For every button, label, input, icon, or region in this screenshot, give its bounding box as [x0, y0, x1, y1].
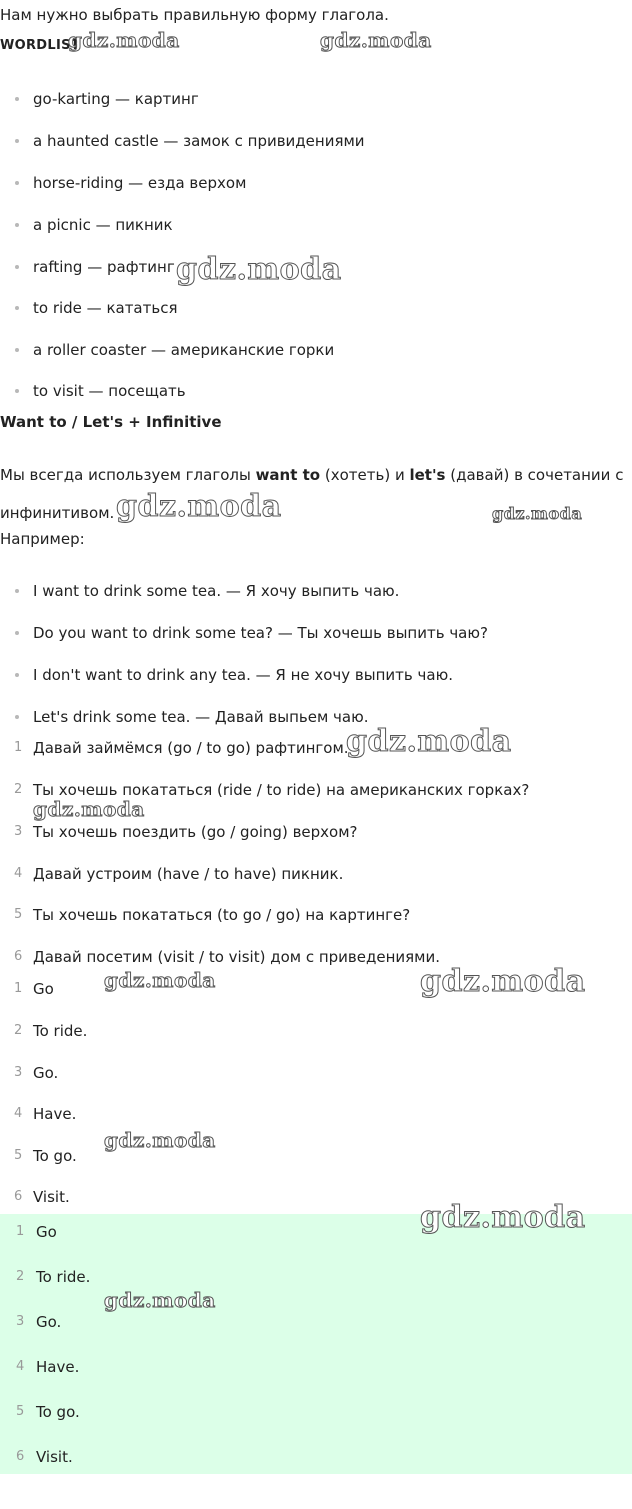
task-text: Давай займёмся (go / to go) рафтингом.: [33, 739, 349, 757]
watermark: gdz.moda: [116, 489, 282, 524]
example-label: Например:: [0, 530, 85, 548]
bullet-icon: [15, 348, 19, 352]
item-number: 3: [14, 824, 23, 839]
list-item-text: to visit — посещать: [33, 382, 186, 400]
bullet-icon: [15, 223, 19, 227]
item-number: 4: [16, 1359, 25, 1374]
list-item-text: a roller coaster — американские горки: [33, 341, 335, 359]
rule-text: (давай) в сочетании с инфинитивом.: [0, 466, 624, 522]
answer-text: Visit.: [36, 1448, 73, 1466]
item-number: 2: [16, 1269, 25, 1284]
item-number: 4: [14, 1106, 23, 1121]
watermark: gdz.moda: [104, 1288, 216, 1312]
watermark: gdz.moda: [346, 724, 512, 759]
intro-text: Нам нужно выбрать правильную форму глагола.: [0, 6, 389, 24]
list-item-text: I don't want to drink any tea. — Я не хочу выпить чаю.: [33, 666, 453, 684]
answer-text: Have.: [33, 1105, 77, 1123]
list-item-text: a haunted castle — замок с привидениями: [33, 132, 365, 150]
item-number: 6: [16, 1449, 25, 1464]
watermark: gdz.moda: [68, 28, 180, 52]
watermark: gdz.moda: [420, 1200, 586, 1235]
task-text: Ты хочешь поездить (go / going) верхом?: [33, 823, 358, 841]
rule-keyword: let's: [409, 466, 446, 484]
watermark: gdz.moda: [320, 28, 432, 52]
bullet-icon: [15, 631, 19, 635]
item-number: 3: [14, 1065, 23, 1080]
item-number: 1: [14, 981, 23, 996]
wordlist-heading: WORDLIST: [0, 38, 80, 53]
list-item-text: go-karting — картинг: [33, 90, 199, 108]
rule-text: (хотеть) и: [320, 466, 410, 484]
list-item-text: rafting — рафтинг: [33, 258, 175, 276]
task-text: Ты хочешь покататься (ride / to ride) на американских горках?: [33, 781, 530, 799]
item-number: 2: [14, 782, 23, 797]
list-item-text: Let's drink some tea. — Давай выпьем чаю.: [33, 708, 369, 726]
list-item-text: a picnic — пикник: [33, 216, 173, 234]
answer-text: Have.: [36, 1358, 80, 1376]
grammar-heading: Want to / Let's + Infinitive: [0, 413, 222, 431]
item-number: 1: [16, 1224, 25, 1239]
rule-text: Мы всегда используем глаголы: [0, 466, 256, 484]
watermark: gdz.moda: [492, 504, 583, 523]
bullet-icon: [15, 673, 19, 677]
list-item-text: Do you want to drink some tea? — Ты хочешь выпить чаю?: [33, 624, 488, 642]
item-number: 1: [14, 740, 23, 755]
watermark: gdz.moda: [104, 1128, 216, 1152]
task-text: Ты хочешь покататься (to go / go) на картинге?: [33, 906, 411, 924]
item-number: 5: [14, 907, 23, 922]
answer-text: Go: [36, 1223, 57, 1241]
bullet-icon: [15, 265, 19, 269]
watermark: gdz.moda: [176, 252, 342, 287]
bullet-icon: [15, 589, 19, 593]
task-text: Давай устроим (have / to have) пикник.: [33, 865, 344, 883]
bullet-icon: [15, 97, 19, 101]
answer-text: To go.: [33, 1147, 77, 1165]
answer-text: Visit.: [33, 1188, 70, 1206]
item-number: 6: [14, 1189, 23, 1204]
item-number: 3: [16, 1314, 25, 1329]
item-number: 5: [14, 1148, 23, 1163]
answer-text: Go: [33, 980, 54, 998]
answer-text: To ride.: [33, 1022, 88, 1040]
item-number: 2: [14, 1023, 23, 1038]
bullet-icon: [15, 389, 19, 393]
task-text: Давай посетим (visit / to visit) дом с приведениями.: [33, 948, 440, 966]
bullet-icon: [15, 181, 19, 185]
watermark: gdz.moda: [420, 964, 586, 999]
answer-text: To go.: [36, 1403, 80, 1421]
item-number: 5: [16, 1404, 25, 1419]
bullet-icon: [15, 306, 19, 310]
rule-keyword: want to: [255, 466, 321, 484]
list-item-text: to ride — кататься: [33, 299, 178, 317]
answer-box: [0, 1214, 632, 1474]
list-item-text: I want to drink some tea. — Я хочу выпить чаю.: [33, 582, 400, 600]
watermark: gdz.moda: [104, 968, 216, 992]
item-number: 6: [14, 949, 23, 964]
list-item-text: horse-riding — езда верхом: [33, 174, 247, 192]
answer-text: To ride.: [36, 1268, 91, 1286]
bullet-icon: [15, 715, 19, 719]
item-number: 4: [14, 866, 23, 881]
watermark: gdz.moda: [33, 797, 145, 821]
answer-text: Go.: [33, 1064, 59, 1082]
bullet-icon: [15, 139, 19, 143]
answer-text: Go.: [36, 1313, 62, 1331]
